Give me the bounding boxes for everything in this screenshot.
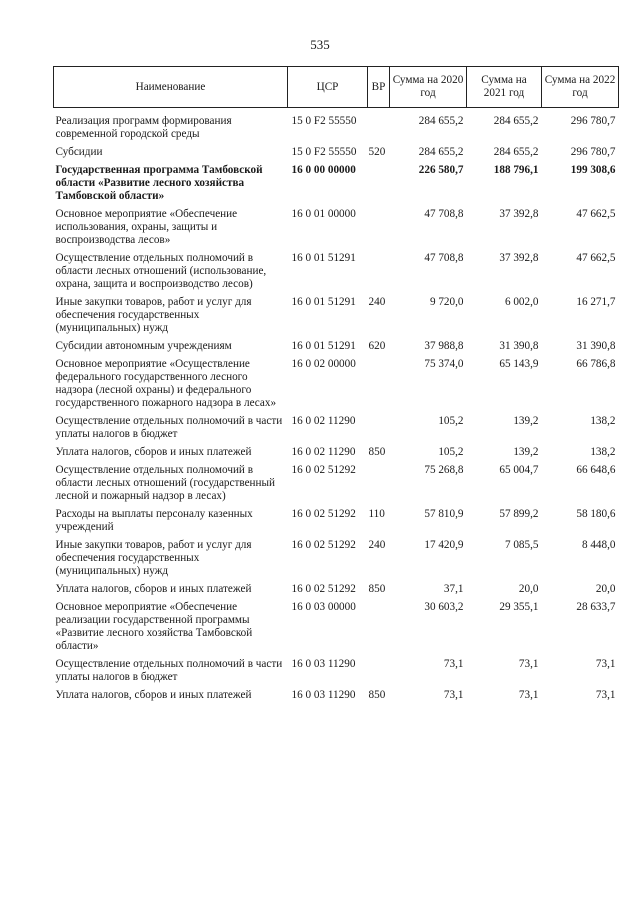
cell-sum-2022: 66 648,6 <box>576 464 616 476</box>
cell-sum-2021: 139,2 <box>513 446 539 458</box>
header-sum-2022: Сумма на 2022 год <box>542 67 619 108</box>
cell-sum-2022: 199 308,6 <box>570 164 616 176</box>
cell-name: Реализация программ формирования современной городской среды <box>55 115 232 140</box>
table-row <box>54 505 619 536</box>
cell-name: Уплата налогов, сборов и иных платежей <box>55 583 252 595</box>
cell-vr: 240 <box>368 539 386 551</box>
cell-sum-2020: 37 988,8 <box>424 340 464 352</box>
cell-sum-2022: 73,1 <box>595 658 616 670</box>
cell-csr: 16 0 03 00000 <box>291 601 356 613</box>
cell-sum-2021: 188 796,1 <box>493 164 539 176</box>
cell-vr: 850 <box>368 446 386 458</box>
header-sum-2020: Сумма на 2020 год <box>390 67 467 108</box>
table-row <box>54 143 619 161</box>
table-row <box>54 412 619 443</box>
cell-vr <box>368 161 390 205</box>
cell-sum-2022: 296 780,7 <box>570 146 616 158</box>
cell-sum-2022: 47 662,5 <box>576 252 616 264</box>
cell-sum-2021: 139,2 <box>513 415 539 427</box>
cell-sum-2020: 73,1 <box>443 689 464 701</box>
cell-name: Основное мероприятие «Обеспечение использования, охраны, защиты и воспроизводства лесов» <box>55 208 238 246</box>
header-sum-2021: Сумма на 2021 год <box>467 67 542 108</box>
cell-vr <box>368 598 390 655</box>
cell-csr: 16 0 02 51292 <box>291 583 356 595</box>
cell-name: Государственная программа Тамбовской области «Развитие лесного хозяйства Тамбовской области» <box>55 164 263 202</box>
header-name: Наименование <box>54 67 288 108</box>
cell-sum-2021: 6 002,0 <box>504 296 539 308</box>
cell-csr: 16 0 02 51292 <box>291 464 356 476</box>
cell-vr <box>368 355 390 412</box>
cell-vr <box>368 412 390 443</box>
cell-name: Расходы на выплаты персоналу казенных учреждений <box>55 508 253 533</box>
cell-sum-2022: 138,2 <box>590 446 616 458</box>
cell-sum-2021: 20,0 <box>518 583 539 595</box>
table-row <box>54 161 619 205</box>
cell-sum-2021: 37 392,8 <box>499 208 539 220</box>
cell-sum-2020: 75 268,8 <box>424 464 464 476</box>
cell-sum-2021: 37 392,8 <box>499 252 539 264</box>
cell-sum-2022: 66 786,8 <box>576 358 616 370</box>
cell-csr: 16 0 02 11290 <box>291 415 356 427</box>
table-row <box>54 108 619 144</box>
budget-table <box>53 66 619 704</box>
cell-vr <box>368 108 390 144</box>
cell-csr: 15 0 F2 55550 <box>291 146 357 158</box>
cell-csr: 16 0 02 51292 <box>291 539 356 551</box>
cell-sum-2022: 28 633,7 <box>576 601 616 613</box>
cell-vr: 110 <box>368 508 385 520</box>
cell-name: Основное мероприятие «Обеспечение реализации государственной программы «Развитие лесного хозяйства Тамбовской области» <box>55 601 253 652</box>
cell-vr: 520 <box>368 146 386 158</box>
table-row <box>54 655 619 686</box>
cell-vr <box>368 655 390 686</box>
cell-csr: 16 0 00 00000 <box>291 164 356 176</box>
cell-sum-2021: 65 143,9 <box>499 358 539 370</box>
cell-sum-2020: 75 374,0 <box>424 358 464 370</box>
table-row <box>54 686 619 704</box>
cell-vr: 620 <box>368 340 386 352</box>
cell-sum-2022: 47 662,5 <box>576 208 616 220</box>
cell-sum-2020: 284 655,2 <box>418 115 464 127</box>
cell-sum-2021: 73,1 <box>518 689 539 701</box>
table-row <box>54 249 619 293</box>
cell-sum-2020: 57 810,9 <box>424 508 464 520</box>
cell-name: Уплата налогов, сборов и иных платежей <box>55 446 252 458</box>
cell-vr <box>368 205 390 249</box>
cell-vr: 850 <box>368 689 386 701</box>
cell-name: Субсидии <box>55 146 103 158</box>
cell-sum-2022: 73,1 <box>595 689 616 701</box>
table-row <box>54 536 619 580</box>
cell-csr: 16 0 03 11290 <box>291 658 356 670</box>
cell-name: Субсидии автономным учреждениям <box>55 340 232 352</box>
cell-csr: 16 0 01 51291 <box>291 340 356 352</box>
cell-sum-2022: 16 271,7 <box>576 296 616 308</box>
table-row <box>54 293 619 337</box>
cell-sum-2021: 73,1 <box>518 658 539 670</box>
cell-sum-2020: 105,2 <box>438 415 464 427</box>
cell-sum-2020: 73,1 <box>443 658 464 670</box>
cell-sum-2020: 30 603,2 <box>424 601 464 613</box>
cell-name: Осуществление отдельных полномочий в части уплаты налогов в бюджет <box>55 658 283 683</box>
cell-csr: 16 0 02 00000 <box>291 358 356 370</box>
cell-sum-2020: 47 708,8 <box>424 252 464 264</box>
cell-sum-2020: 105,2 <box>438 446 464 458</box>
cell-vr: 850 <box>368 583 386 595</box>
cell-sum-2020: 47 708,8 <box>424 208 464 220</box>
cell-name: Осуществление отдельных полномочий в области лесных отношений (использование, охрана, защита и воспроизводство лесов) <box>55 252 267 290</box>
header-csr: ЦСР <box>288 67 368 108</box>
cell-sum-2020: 284 655,2 <box>418 146 464 158</box>
table-row <box>54 337 619 355</box>
cell-sum-2022: 138,2 <box>590 415 616 427</box>
cell-sum-2021: 7 085,5 <box>504 539 539 551</box>
cell-csr: 16 0 01 51291 <box>291 296 356 308</box>
cell-csr: 16 0 01 00000 <box>291 208 356 220</box>
cell-sum-2022: 296 780,7 <box>570 115 616 127</box>
cell-sum-2022: 20,0 <box>595 583 616 595</box>
cell-csr: 15 0 F2 55550 <box>291 115 357 127</box>
cell-sum-2021: 57 899,2 <box>499 508 539 520</box>
cell-csr: 16 0 03 11290 <box>291 689 356 701</box>
cell-sum-2022: 8 448,0 <box>581 539 616 551</box>
cell-sum-2020: 226 580,7 <box>418 164 464 176</box>
cell-csr: 16 0 02 11290 <box>291 446 356 458</box>
table-body <box>54 108 619 705</box>
table-row <box>54 461 619 505</box>
cell-sum-2021: 29 355,1 <box>499 601 539 613</box>
table-header <box>54 67 619 108</box>
cell-vr <box>368 461 390 505</box>
cell-name: Иные закупки товаров, работ и услуг для обеспечения государственных (муниципальных) нужд <box>55 296 252 334</box>
cell-sum-2022: 58 180,6 <box>576 508 616 520</box>
cell-name: Уплата налогов, сборов и иных платежей <box>55 689 252 701</box>
cell-sum-2020: 17 420,9 <box>424 539 464 551</box>
page-number: 535 <box>310 37 330 52</box>
cell-name: Осуществление отдельных полномочий в части уплаты налогов в бюджет <box>55 415 283 440</box>
table-row <box>54 443 619 461</box>
table-row <box>54 580 619 598</box>
cell-sum-2022: 31 390,8 <box>576 340 616 352</box>
cell-name: Осуществление отдельных полномочий в области лесных отношений (государственный лесной и пожарный надзор в лесах) <box>55 464 276 502</box>
cell-sum-2021: 65 004,7 <box>499 464 539 476</box>
table-row <box>54 205 619 249</box>
table-row <box>54 355 619 412</box>
cell-sum-2021: 31 390,8 <box>499 340 539 352</box>
cell-sum-2020: 37,1 <box>443 583 464 595</box>
cell-csr: 16 0 02 51292 <box>291 508 356 520</box>
cell-csr: 16 0 01 51291 <box>291 252 356 264</box>
cell-name: Иные закупки товаров, работ и услуг для обеспечения государственных (муниципальных) нужд <box>55 539 252 577</box>
table-row <box>54 598 619 655</box>
header-vr: ВР <box>368 67 390 108</box>
cell-sum-2021: 284 655,2 <box>493 115 539 127</box>
cell-sum-2021: 284 655,2 <box>493 146 539 158</box>
cell-vr: 240 <box>368 296 386 308</box>
cell-vr <box>368 249 390 293</box>
cell-name: Основное мероприятие «Осуществление федерального государственного лесного надзора (лесной охраны) и федерального государственного пожарного надзора в лесах» <box>55 358 277 409</box>
cell-sum-2020: 9 720,0 <box>429 296 464 308</box>
